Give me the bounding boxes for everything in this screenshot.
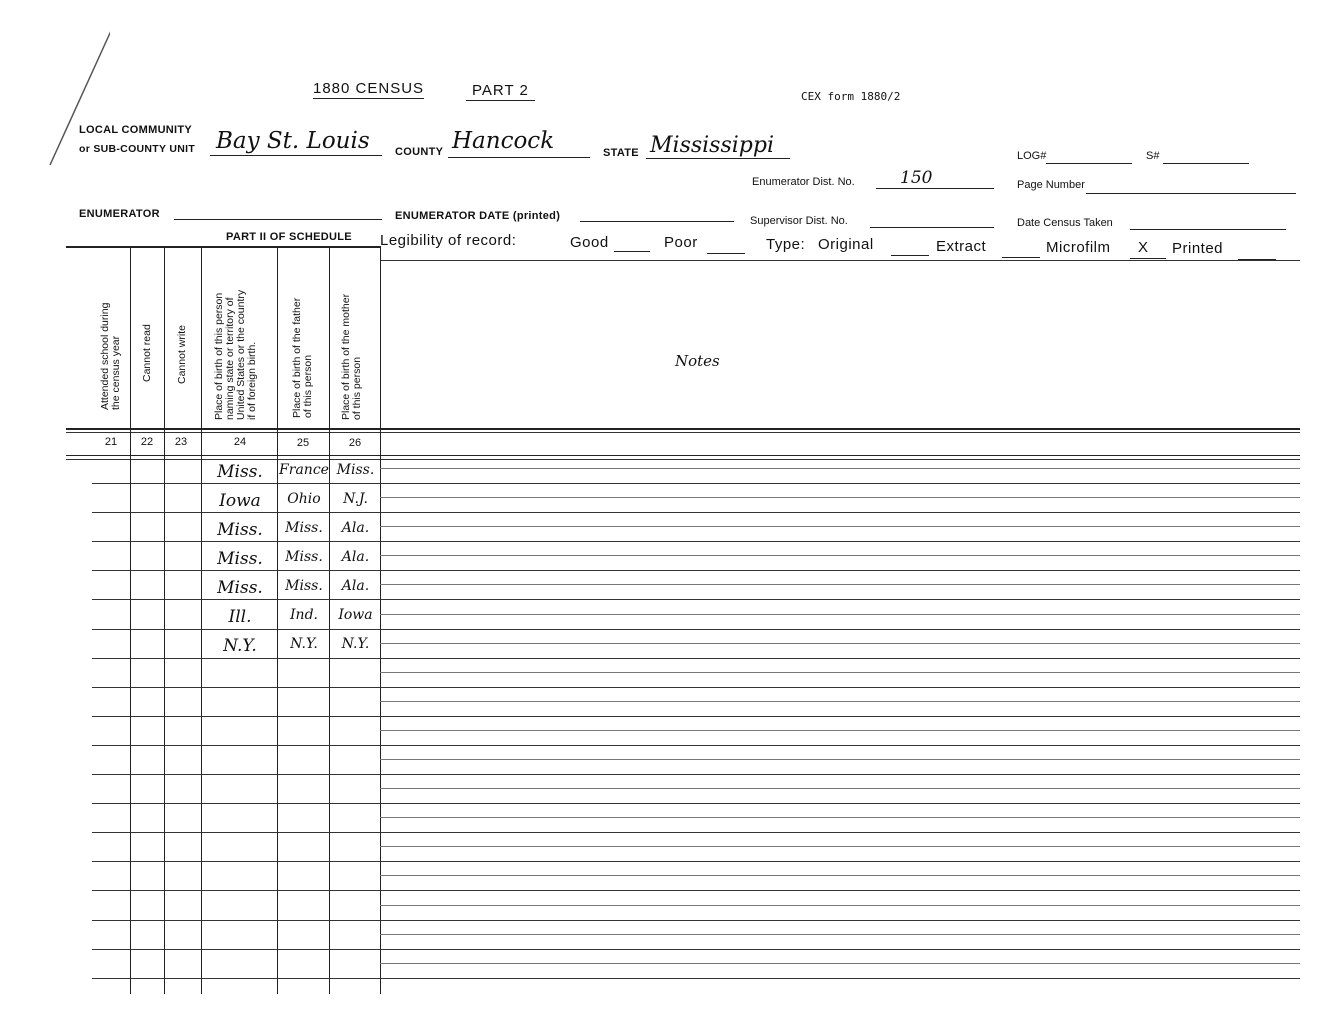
row-rule: [92, 483, 1300, 484]
row-rule: [92, 716, 1300, 717]
table-cell[interactable]: Miss.: [217, 578, 263, 598]
col-number-21: 21: [104, 436, 118, 448]
table-cell[interactable]: Miss.: [217, 549, 263, 569]
enumerator-dist-value[interactable]: 150: [900, 168, 933, 188]
date-census-taken-label: Date Census Taken: [1017, 217, 1113, 229]
state-value[interactable]: Mississippi: [650, 133, 774, 158]
table-cell[interactable]: Miss.: [217, 462, 263, 482]
row-rule-secondary: [380, 846, 1300, 847]
row-rule-secondary: [380, 817, 1300, 818]
table-cell[interactable]: Miss.: [285, 520, 323, 536]
row-rule: [92, 745, 1300, 746]
col-number-23: 23: [174, 436, 188, 448]
page-number-label: Page Number: [1017, 179, 1085, 191]
row-rule-secondary: [380, 526, 1300, 527]
good-label: Good: [570, 234, 609, 251]
local-community-label: LOCAL COMMUNITY: [79, 124, 193, 136]
table-cell[interactable]: Miss.: [217, 520, 263, 540]
enumerator-date-label: ENUMERATOR DATE (printed): [395, 210, 561, 222]
table-cell[interactable]: Ala.: [341, 549, 370, 565]
col-23-header: Cannot write: [176, 325, 188, 384]
row-rule: [92, 949, 1300, 950]
row-rule-secondary: [380, 584, 1300, 585]
census-title: 1880 CENSUS: [313, 80, 425, 97]
row-rule-secondary: [380, 905, 1300, 906]
county-value[interactable]: Hancock: [452, 128, 555, 154]
col-22-header: Cannot read: [141, 324, 153, 382]
part-title: PART 2: [466, 82, 535, 101]
row-rule: [92, 920, 1300, 921]
row-rule: [92, 541, 1300, 542]
row-rule-secondary: [380, 963, 1300, 964]
table-cell[interactable]: Miss.: [285, 549, 323, 565]
row-rule: [92, 890, 1300, 891]
row-rule: [92, 803, 1300, 804]
table-cell[interactable]: N.J.: [343, 491, 368, 507]
part-ii-label: PART II OF SCHEDULE: [226, 231, 352, 243]
table-cell[interactable]: N.Y.: [341, 636, 370, 652]
col-21-header: Attended school during the census year: [99, 302, 122, 410]
row-rule-secondary: [380, 730, 1300, 731]
table-cell[interactable]: Ala.: [341, 578, 370, 594]
row-rule-secondary: [380, 701, 1300, 702]
state-label: STATE: [603, 147, 639, 159]
col-25-header: Place of birth of the father of this person: [291, 297, 314, 418]
row-rule-secondary: [380, 875, 1300, 876]
form-code: CEX form 1880/2: [801, 90, 901, 103]
table-cell[interactable]: Iowa: [338, 607, 373, 623]
notes-label: Notes: [675, 352, 720, 370]
table-cell[interactable]: Ind.: [290, 607, 318, 623]
microfilm-label: Microfilm: [1046, 239, 1111, 256]
microfilm-mark[interactable]: X: [1138, 239, 1149, 256]
scan-edge-mark: [20, 0, 110, 200]
col-number-26: 26: [348, 437, 362, 449]
row-rule-secondary: [380, 555, 1300, 556]
row-rule: [92, 599, 1300, 600]
row-rule-secondary: [380, 468, 1300, 469]
table-cell[interactable]: Miss.: [285, 578, 323, 594]
local-community-value[interactable]: Bay St. Louis: [216, 128, 370, 154]
table-cell[interactable]: Miss.: [336, 462, 375, 478]
row-rule: [92, 658, 1300, 659]
row-rule: [92, 570, 1300, 571]
extract-label: Extract: [936, 238, 987, 255]
printed-label: Printed: [1172, 240, 1224, 257]
enumerator-dist-label: Enumerator Dist. No.: [752, 176, 855, 188]
table-cell[interactable]: N.Y.: [290, 636, 318, 652]
row-rule-secondary: [380, 759, 1300, 760]
col-26-header: Place of birth of the mother of this person: [340, 293, 363, 420]
row-rule-secondary: [380, 934, 1300, 935]
poor-label: Poor: [664, 234, 698, 251]
table-cell[interactable]: N.Y.: [223, 636, 257, 656]
legibility-label: Legibility of record:: [380, 232, 517, 249]
row-rule: [92, 512, 1300, 513]
col-number-25: 25: [296, 437, 310, 449]
supervisor-dist-label: Supervisor Dist. No.: [750, 215, 848, 227]
row-rule: [92, 629, 1300, 630]
col-number-24: 24: [233, 436, 247, 448]
table-cell[interactable]: France: [279, 462, 329, 478]
type-label: Type:: [766, 236, 806, 253]
row-rule-secondary: [380, 788, 1300, 789]
row-rule: [92, 978, 1300, 979]
row-rule: [92, 687, 1300, 688]
table-cell[interactable]: Ala.: [341, 520, 370, 536]
table-cell[interactable]: Ohio: [287, 491, 321, 507]
county-label: COUNTY: [395, 146, 444, 158]
row-rule-secondary: [380, 497, 1300, 498]
row-rule: [92, 832, 1300, 833]
enumerator-label: ENUMERATOR: [79, 208, 160, 220]
row-rule-secondary: [380, 614, 1300, 615]
row-rule-secondary: [380, 672, 1300, 673]
table-cell[interactable]: Iowa: [219, 491, 261, 511]
col-number-22: 22: [140, 436, 154, 448]
table-cell[interactable]: Ill.: [228, 607, 252, 627]
log-label: LOG#: [1017, 150, 1047, 162]
col-24-header: Place of birth of this person naming state or territory of United States or the country if of foreign birth.: [213, 289, 258, 420]
sub-county-label: or SUB-COUNTY UNIT: [79, 143, 196, 155]
original-label: Original: [818, 236, 874, 253]
s-label: S#: [1146, 150, 1160, 162]
row-rule: [92, 861, 1300, 862]
row-rule: [92, 774, 1300, 775]
row-rule-secondary: [380, 643, 1300, 644]
